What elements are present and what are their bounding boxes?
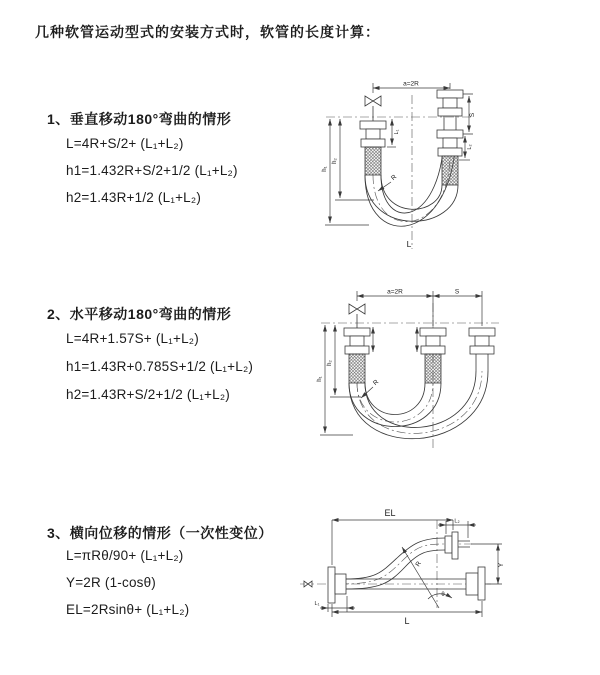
flange [361,139,385,147]
valve-icon [365,96,373,106]
formula-line: h1=1.432R+S/2+1/2 (L₁+L₂) [66,163,238,178]
flange [452,532,458,559]
formula-line: L=πRθ/90+ (L₁+L₂) [66,548,184,563]
formula-line: Y=2R (1-cosθ) [66,575,157,590]
dim-label-r: R [371,378,381,388]
dim-label-l: L [404,616,410,626]
dim-label-s: S [469,112,476,118]
upper-right-flange-fitting [445,532,470,559]
dim-label-l2: L₂ [467,144,473,150]
flange [344,328,370,336]
middle-pipe-fitting [420,328,446,383]
right-pipe-fitting-lower [437,130,463,185]
dim-label-s: S [454,288,460,296]
dim-label-r: R [414,560,423,569]
left-flange-fitting [304,567,346,603]
dim-label-h1: h₁ [322,166,328,172]
left-pipe-fitting [344,304,370,383]
dim-label-h2: h₂ [332,158,338,164]
flange [421,346,445,354]
valve-icon [357,304,365,314]
dim-label-l: L [406,239,412,249]
formula-line: h2=1.43R+S/2+1/2 (L₁+L₂) [66,387,230,402]
dim-label-l1: L₁ [394,129,400,135]
flange [470,346,494,354]
right-pipe-fitting-upper [437,90,463,130]
flange [360,121,386,129]
dim-label-h1: h₁ [317,376,323,382]
lower-right-flange-fitting [466,567,485,600]
page-title: 几种软管运动型式的安装方式时，软管的长度计算： [35,24,380,40]
flange [328,567,335,603]
valve-icon [308,581,312,587]
section-2-heading: 2、水平移动180°弯曲的情形 [47,306,232,322]
braided-hose [349,354,365,383]
dim-label-l2: L₂ [454,518,460,525]
hose-arcs [349,371,488,439]
dim-label-h2: h₂ [327,360,333,366]
valve-icon [349,304,357,314]
formula-line: L=4R+S/2+ (L₁+L₂) [66,136,184,151]
section-3-heading: 3、横向位移的情形（一次性变位） [47,525,273,541]
valve-icon [373,96,381,106]
diagram-2-horizontal-bend [313,283,568,463]
braided-hose [442,156,458,185]
diagram-3-lateral-displacement [295,505,510,635]
flange [345,346,369,354]
diagram-1-vertical-bend [312,75,562,255]
flange [437,130,463,138]
formula-line: h2=1.43R+1/2 (L₁+L₂) [66,190,202,205]
left-pipe-fitting [360,96,386,175]
center-lines [321,303,499,451]
dim-label-y: Y [498,562,505,568]
formula-line: L=4R+1.57S+ (L₁+L₂) [66,331,199,346]
dimensions [315,508,505,626]
flange [478,567,485,600]
dim-label-l1: L₁ [314,601,320,607]
braided-hose [425,354,441,383]
right-pipe-fitting [469,328,495,371]
flange [420,328,446,336]
dim-label-span: a=2R [403,80,419,88]
formula-line: h1=1.43R+0.785S+1/2 (L₁+L₂) [66,359,254,374]
flange [438,148,462,156]
dim-label-r: R [389,173,399,183]
flange [469,328,495,336]
dim-label-el: EL [384,508,396,518]
flange [437,90,463,98]
dim-label-theta: θ [441,592,445,598]
flange [438,108,462,116]
dim-label-span: a=2R [387,288,403,296]
formula-line: EL=2Rsinθ+ (L₁+L₂) [66,602,190,617]
braided-hose [365,147,381,175]
section-1-heading: 1、垂直移动180°弯曲的情形 [47,111,232,127]
